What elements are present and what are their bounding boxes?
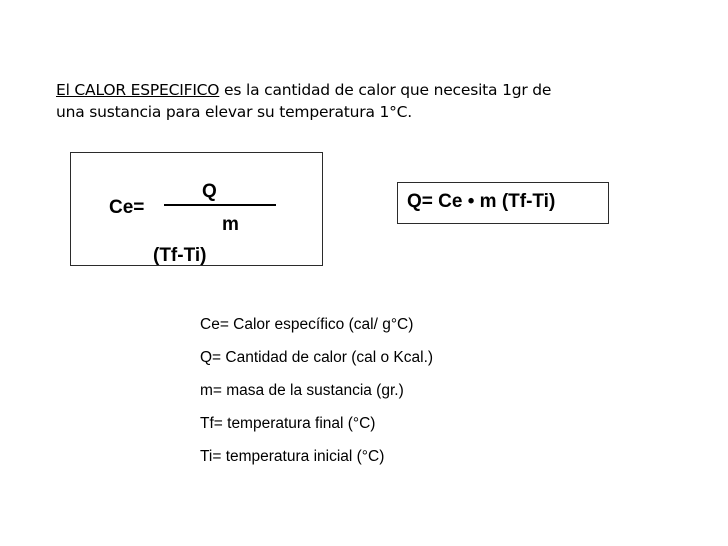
formula-lhs: Ce= — [109, 197, 145, 218]
definition-item: Tf= temperatura final (°C) — [200, 415, 376, 432]
variable-definitions-list — [200, 315, 433, 480]
specific-heat-formula-box — [70, 152, 323, 266]
definition-item: Ce= Calor específico (cal/ g°C) — [200, 316, 414, 333]
definition-item: Ti= temperatura inicial (°C) — [200, 448, 385, 465]
formula-denominator-mass: m — [222, 214, 239, 235]
definition-item: Q= Cantidad de calor (cal o Kcal.) — [200, 349, 434, 366]
intro-line-1-text: es la cantidad de calor que necesita 1gr de — [224, 81, 552, 99]
formula-denominator-temperature: (Tf-Ti) — [153, 245, 207, 266]
formula-numerator: Q — [202, 181, 217, 202]
specific-heat-term: El CALOR ESPECIFICO — [56, 81, 220, 99]
fraction-bar — [164, 204, 276, 206]
intro-paragraph — [56, 79, 676, 123]
definition-item: m= masa de la sustancia (gr.) — [200, 382, 404, 399]
intro-line-2-text: una sustancia para elevar su temperatura 1°C. — [56, 103, 413, 121]
heat-formula: Q= Ce • m (Tf-Ti) — [407, 191, 556, 212]
heat-formula-box — [397, 182, 609, 224]
